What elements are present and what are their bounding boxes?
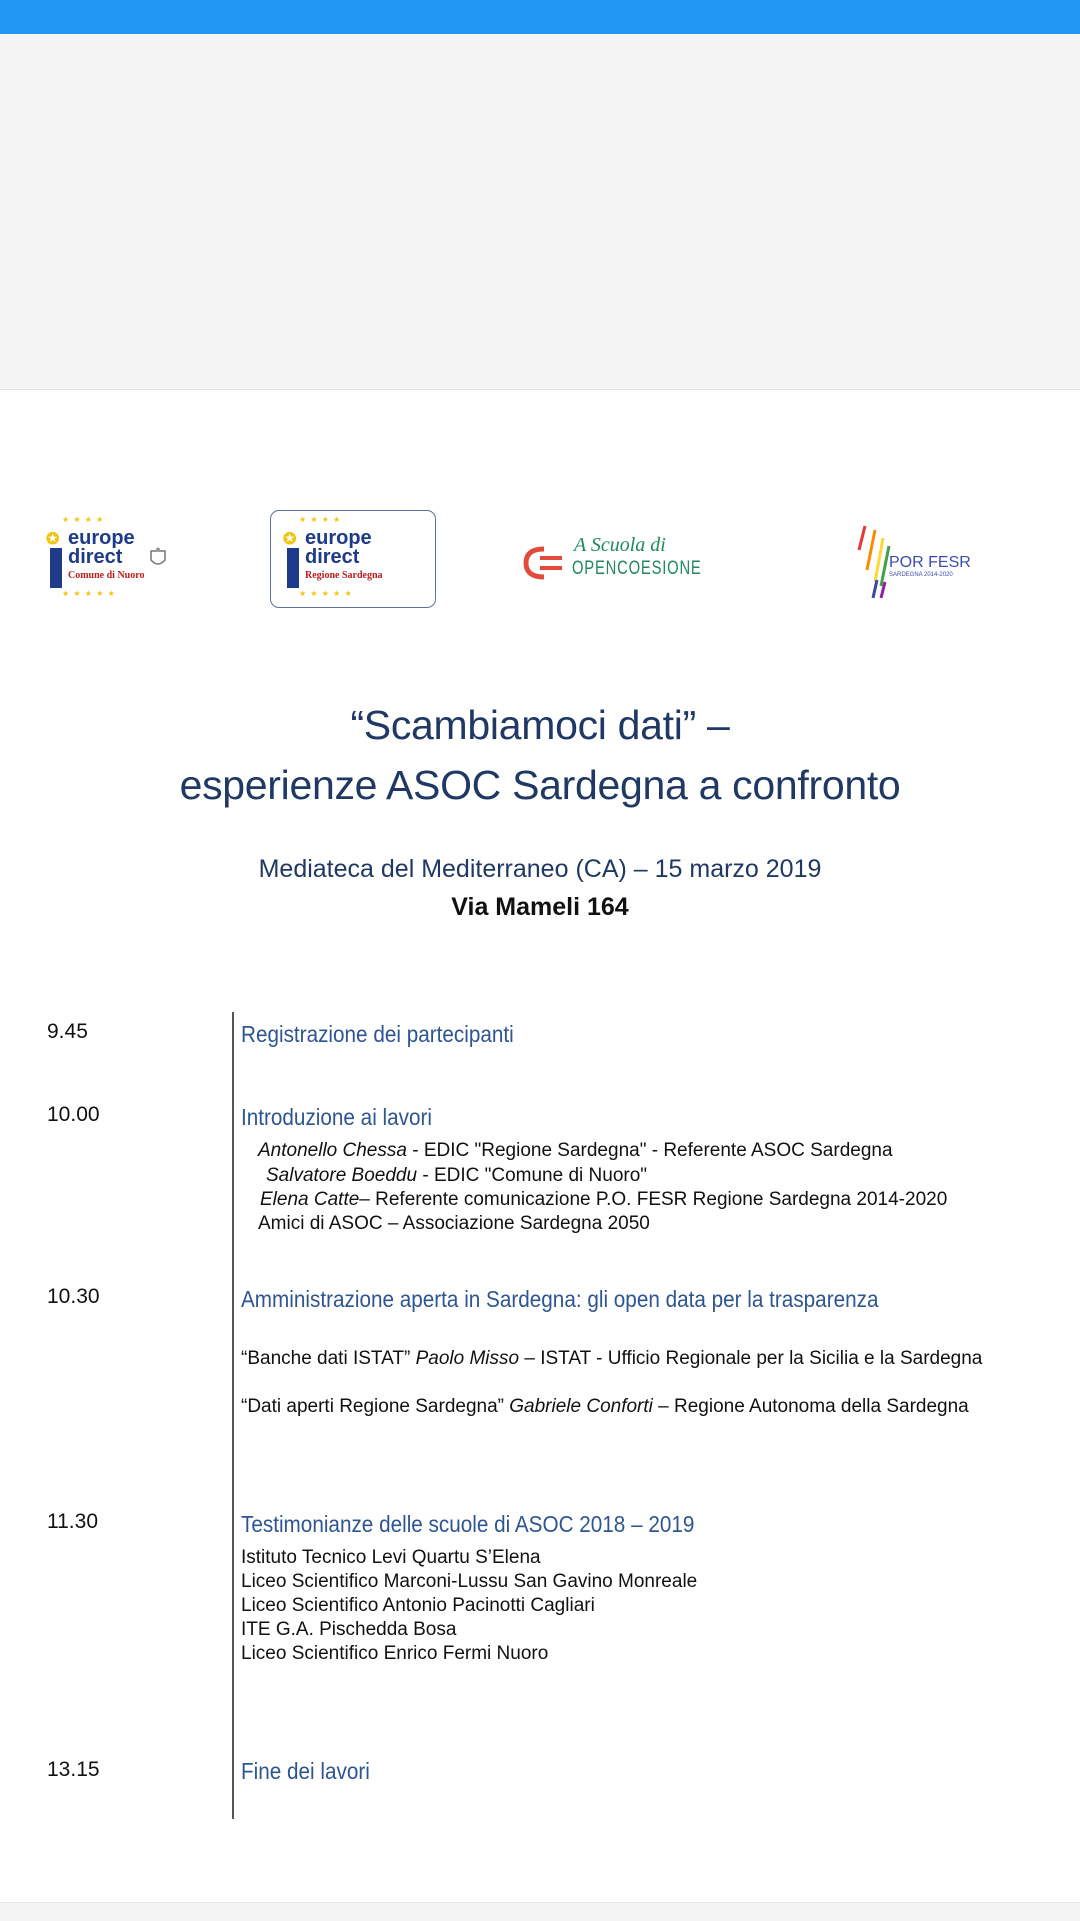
opencoesione-wordmark: OPENCOESIONE xyxy=(572,558,702,579)
status-bar xyxy=(0,0,1080,34)
agenda-title-amministrazione: Amministrazione aperta in Sardegna: gli open data per la trasparenza xyxy=(241,1286,879,1312)
school-item: Istituto Tecnico Levi Quartu S’Elena xyxy=(241,1547,541,1568)
star-ring-icon: ★ ★ ★ ★ xyxy=(299,515,342,524)
speaker-line xyxy=(258,1212,650,1236)
logo-subtitle: Comune di Nuoro xyxy=(68,570,145,581)
talk-line xyxy=(241,1395,1048,1419)
speaker-line xyxy=(258,1139,893,1163)
logo-bar xyxy=(50,548,62,588)
agenda-divider xyxy=(232,1012,234,1819)
speaker-name: Salvatore Boeddu xyxy=(266,1165,418,1186)
school-item: ITE G.A. Pischedda Bosa xyxy=(241,1619,457,1640)
eu-star-icon: ✪ xyxy=(283,531,297,548)
agenda-time-3: 10.30 xyxy=(47,1285,100,1308)
logo-word-europe: europe xyxy=(68,527,135,549)
speaker-line xyxy=(260,1188,947,1212)
por-fesr-logo xyxy=(855,520,985,600)
speaker-role: - EDIC "Comune di Nuoro" xyxy=(417,1165,648,1186)
talk-org: – ISTAT - Ufficio Regionale per la Sicilia e la Sardegna xyxy=(519,1348,983,1369)
logo-bar xyxy=(287,548,299,588)
agenda-title-registrazione: Registrazione dei partecipanti xyxy=(241,1021,514,1047)
agenda-title-fine: Fine dei lavori xyxy=(241,1758,370,1784)
talk-topic: “Banche dati ISTAT” xyxy=(241,1348,416,1369)
speaker-name: Elena Catte xyxy=(260,1189,360,1210)
bottom-strip xyxy=(0,1902,1080,1921)
opencoesione-logo xyxy=(522,532,712,588)
logo-word-direct: direct xyxy=(305,546,360,568)
agenda-title-testimonianze: Testimonianze delle scuole di ASOC 2018 – 2019 xyxy=(241,1511,695,1537)
star-ring-icon: ★ ★ ★ ★ xyxy=(62,515,105,524)
logo-subtitle: Regione Sardegna xyxy=(305,570,383,581)
agenda-time-4: 11.30 xyxy=(47,1510,98,1533)
por-fesr-subtitle: SARDEGNA 2014-2020 xyxy=(889,572,953,578)
agenda-time-1: 9.45 xyxy=(47,1020,88,1043)
star-ring-icon: ★ ★ ★ ★ ★ xyxy=(299,589,353,598)
event-address: Via Mameli 164 xyxy=(451,893,629,921)
school-item: Liceo Scientifico Marconi-Lussu San Gavino Monreale xyxy=(241,1571,698,1592)
page-title-line-2: esperienze ASOC Sardegna a confronto xyxy=(179,762,901,808)
opencoesione-tagline: A Scuola di xyxy=(574,534,666,556)
agenda-title-introduzione: Introduzione ai lavori xyxy=(241,1104,433,1130)
por-fesr-title: POR FESR xyxy=(889,554,971,571)
europe-direct-sardegna-logo xyxy=(270,510,436,608)
event-venue-date: Mediateca del Mediterraneo (CA) – 15 marzo 2019 xyxy=(258,855,822,883)
speaker-name: Antonello Chessa xyxy=(258,1140,407,1161)
coat-of-arms-icon xyxy=(148,547,168,569)
school-item: Liceo Scientifico Antonio Pacinotti Cagliari xyxy=(241,1595,595,1616)
agenda-time-5: 13.15 xyxy=(47,1758,100,1781)
talk-line xyxy=(241,1347,1048,1371)
europe-direct-nuoro-logo xyxy=(44,515,174,605)
blank-header-panel xyxy=(0,34,1080,390)
logo-word-direct: direct xyxy=(68,546,123,568)
speaker-role: – Referente comunicazione P.O. FESR Regione Sardegna 2014-2020 xyxy=(359,1189,948,1210)
opencoesione-mark-icon xyxy=(522,546,566,580)
eu-star-icon: ✪ xyxy=(46,531,60,548)
talk-speaker: Gabriele Conforti xyxy=(509,1396,653,1417)
talk-speaker: Paolo Misso xyxy=(415,1348,520,1369)
speaker-role: - EDIC "Regione Sardegna" - Referente ASOC Sardegna xyxy=(406,1140,893,1161)
speaker-line xyxy=(266,1164,647,1188)
logo-word-europe: europe xyxy=(305,527,372,549)
agenda-time-2: 10.00 xyxy=(47,1103,100,1126)
page-title-line-1: “Scambiamoci dati” – xyxy=(350,702,730,748)
star-ring-icon: ★ ★ ★ ★ ★ xyxy=(62,589,116,598)
talk-topic: “Dati aperti Regione Sardegna” xyxy=(241,1396,510,1417)
speaker-role: Amici di ASOC – Associazione Sardegna 2050 xyxy=(258,1213,650,1234)
school-item: Liceo Scientifico Enrico Fermi Nuoro xyxy=(241,1643,549,1664)
talk-org: – Regione Autonoma della Sardegna xyxy=(652,1396,969,1417)
